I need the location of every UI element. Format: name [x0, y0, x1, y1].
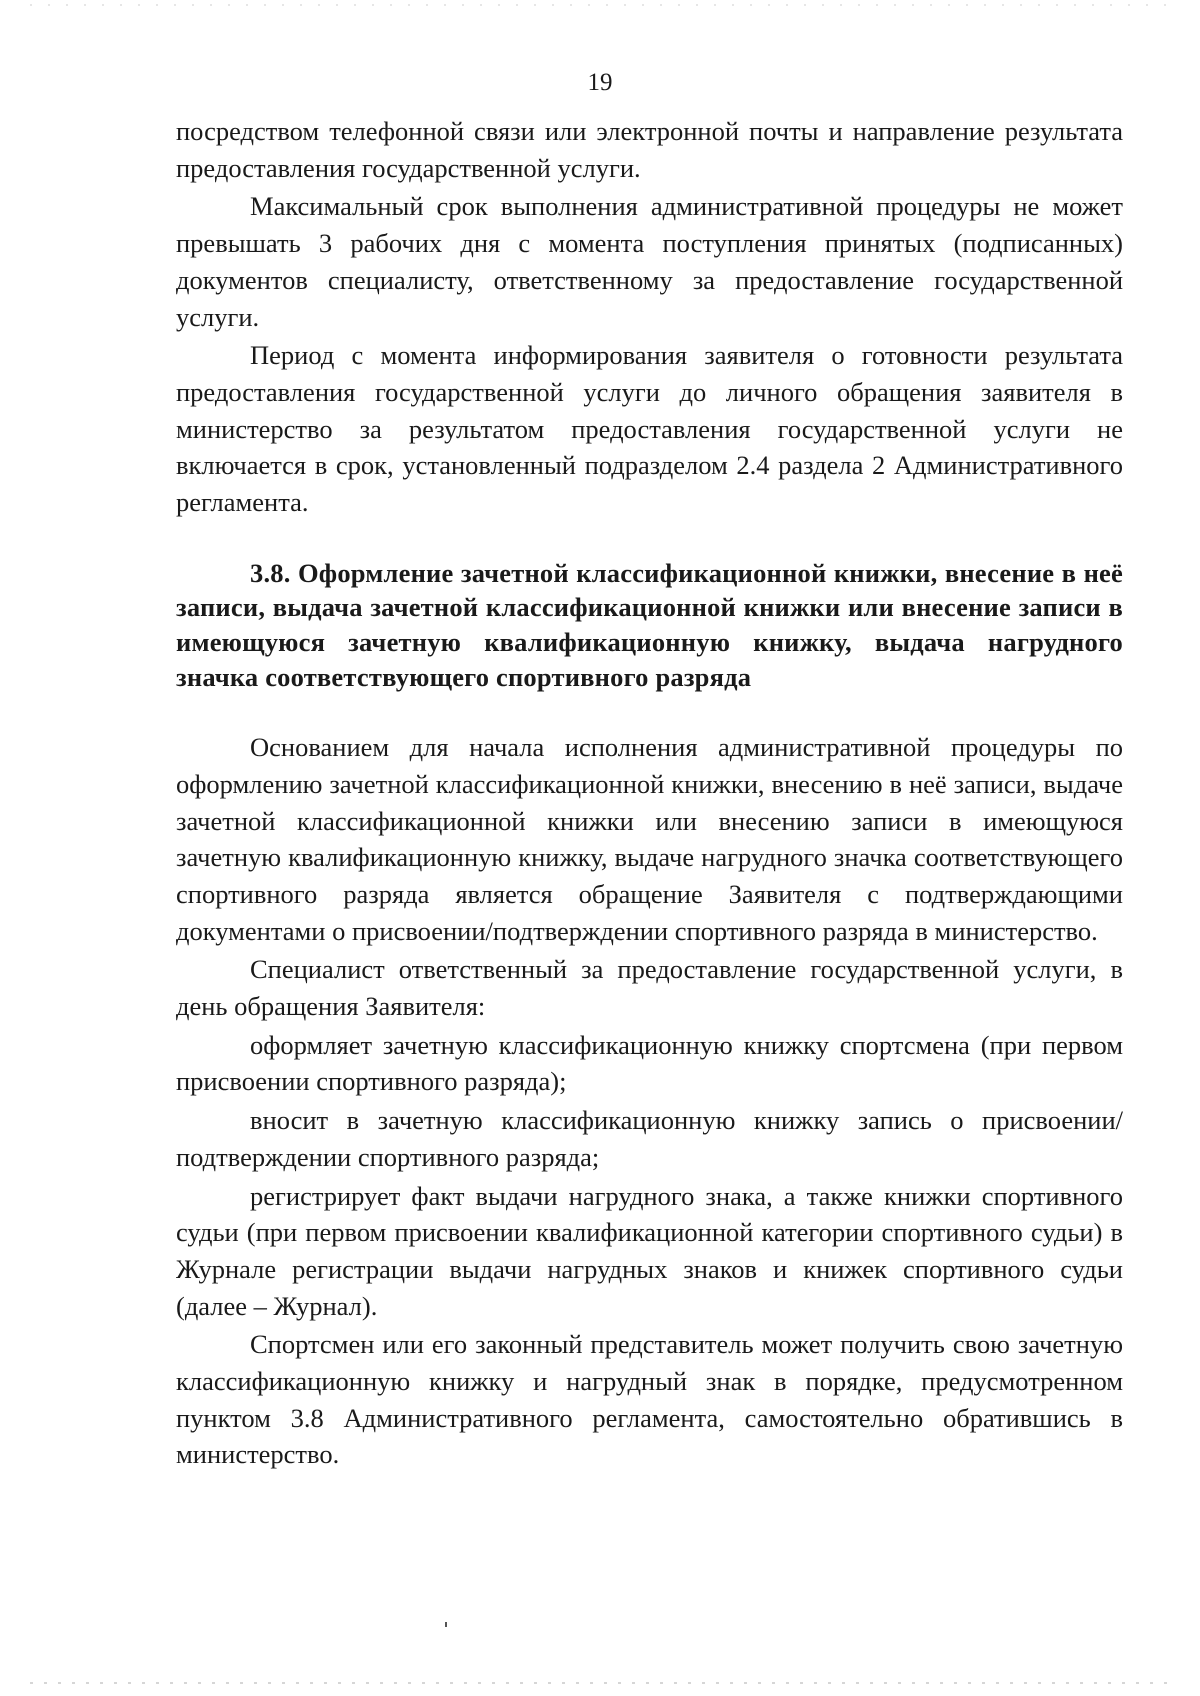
scan-artifact-bottom [30, 1682, 1170, 1684]
paragraph-period: Период с момента информирования заявителя о готовности результата предоставления государственной услуги до личного обращения заявителя в министерство за результатом предоставления государственной услуги не включается в срок, установленный подразделом 2.4 раздела 2 Административного регламента. [176, 340, 1123, 518]
scan-artifact-top [30, 4, 1170, 6]
paragraph-specialist: Специалист ответственный за предоставление государственной услуги, в день обращения Заявителя: [176, 954, 1123, 1022]
scan-artifact-mark [445, 1622, 447, 1627]
paragraph-max-term: Максимальный срок выполнения административной процедуры не может превышать 3 рабочих дня с момента поступления принятых (подписанных) документов специалисту, ответственному за предоставление государственной услуги. [176, 191, 1123, 332]
list-item-record: вносит в зачетную классификационную книжку запись о присвоении/подтверждении спортивного разряда; [176, 1105, 1123, 1172]
paragraph-continuation: посредством телефонной связи или электронной почты и направление результата предоставления государственной услуги. [176, 116, 1123, 183]
section-heading: 3.8. Оформление зачетной классификационной книжки, внесение в неё записи, выдача зачетной классификационной книжки или внесение записи в имеющуюся зачетную квалификационную книжку, выдача нагрудного значка соответствующего спортивного разряда [176, 557, 1123, 692]
paragraph-basis: Основанием для начала исполнения административной процедуры по оформлению зачетной классификационной книжки, внесению в неё записи, выдаче зачетной классификационной книжки или внесению записи в имеющуюся зачетную квалификационную книжку, выдаче нагрудного значка соответствующего спортивного разряда является обращение Заявителя с подтверждающими документами о присвоении/подтверждении спортивного разряда в министерство. [176, 732, 1123, 946]
page-number: 19 [587, 69, 613, 96]
paragraph-athlete: Спортсмен или его законный представитель может получить свою зачетную классификационную книжку и нагрудный знак в порядке, предусмотренном пунктом 3.8 Административного регламента, самостоятельно обратившись в министерство. [176, 1329, 1123, 1470]
list-item-issue-book: оформляет зачетную классификационную книжку спортсмена (при первом присвоении спортивного разряда); [176, 1029, 1123, 1097]
list-item-register: регистрирует факт выдачи нагрудного знака, а также книжки спортивного судьи (при первом присвоении квалификационной категории спортивного судьи) в Журнале регистрации выдачи нагрудных знаков и книжек спортивного судьи (далее – Журнал). [176, 1180, 1123, 1321]
document-body [176, 113, 1123, 1473]
